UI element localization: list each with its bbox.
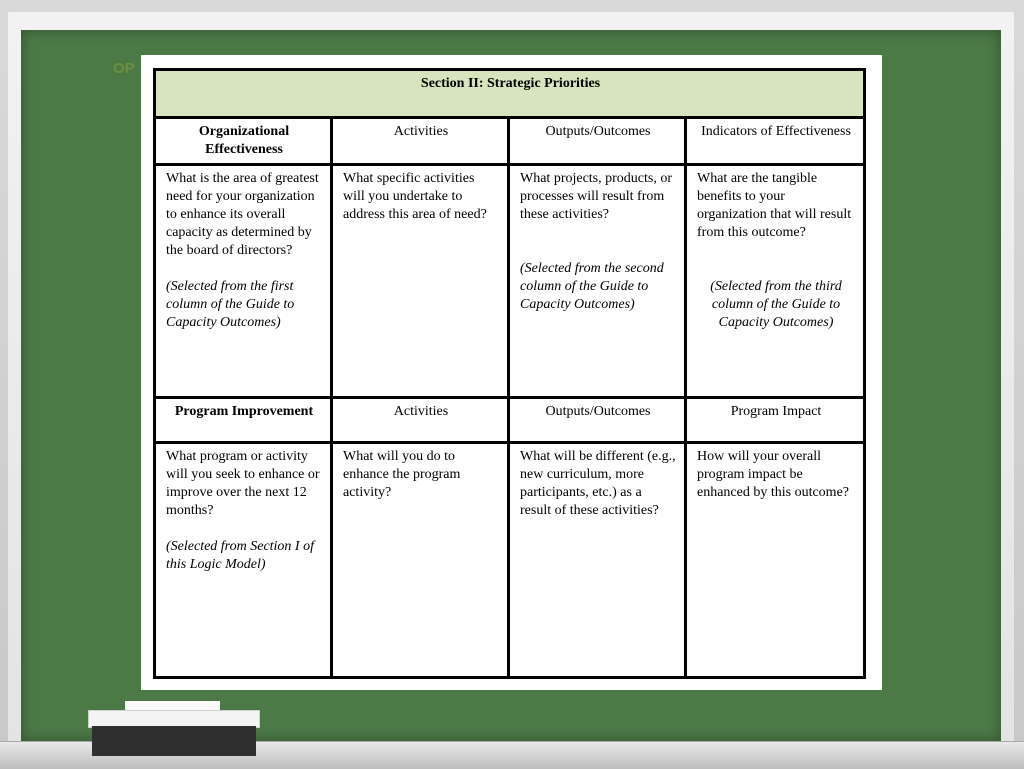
cell-program-activities	[332, 443, 509, 678]
cell-org-outputs	[509, 165, 686, 398]
cell-program-outputs	[509, 443, 686, 678]
cell-question: What specific activities will you undertake to address this area of need?	[343, 171, 487, 222]
header-indicators-of-effectiveness: Indicators of Effectiveness	[686, 118, 865, 165]
cell-question: What are the tangible benefits to your organization that will result from this outcome?	[697, 171, 852, 240]
cell-note: (Selected from Section I of this Logic Model)	[166, 539, 314, 572]
cell-note: (Selected from the third column of the Guide to Capacity Outcomes)	[710, 279, 842, 330]
section-title: Section II: Strategic Priorities	[155, 70, 865, 118]
cell-question: What will be different (e.g., new curriculum, more participants, etc.) as a result of these activities?	[520, 449, 676, 518]
cell-org-indicators	[686, 165, 865, 398]
cell-org-need	[155, 165, 332, 398]
cell-org-activities	[332, 165, 509, 398]
header-outputs-outcomes: Outputs/Outcomes	[509, 118, 686, 165]
header-program-improvement: Program Improvement	[155, 398, 332, 443]
header-outputs-outcomes: Outputs/Outcomes	[509, 398, 686, 443]
cell-note: (Selected from the second column of the Guide to Capacity Outcomes)	[520, 261, 664, 312]
header-activities: Activities	[332, 398, 509, 443]
org-content-row	[155, 165, 865, 398]
slide-title-fragment: OP	[113, 60, 135, 77]
logic-model-table	[153, 68, 866, 679]
cell-question: What will you do to enhance the program activity?	[343, 449, 461, 500]
cell-question: How will your overall program impact be enhanced by this outcome?	[697, 449, 850, 500]
header-program-impact: Program Impact	[686, 398, 865, 443]
section-title-row	[155, 70, 865, 118]
program-header-row	[155, 398, 865, 443]
header-activities: Activities	[332, 118, 509, 165]
cell-program-impact	[686, 443, 865, 678]
cell-question: What program or activity will you seek to enhance or improve over the next 12 months?	[166, 449, 320, 518]
org-header-row	[155, 118, 865, 165]
cell-note: (Selected from the first column of the Guide to Capacity Outcomes)	[166, 279, 295, 330]
cell-question: What is the area of greatest need for your organization to enhance its overall capacity as determined by the board of directors?	[166, 171, 319, 258]
header-organizational-effectiveness: Organizational Effectiveness	[155, 118, 332, 165]
cell-program-target	[155, 443, 332, 678]
eraser-base	[92, 726, 256, 756]
program-content-row	[155, 443, 865, 678]
cell-question: What projects, products, or processes will result from these activities?	[520, 171, 673, 222]
